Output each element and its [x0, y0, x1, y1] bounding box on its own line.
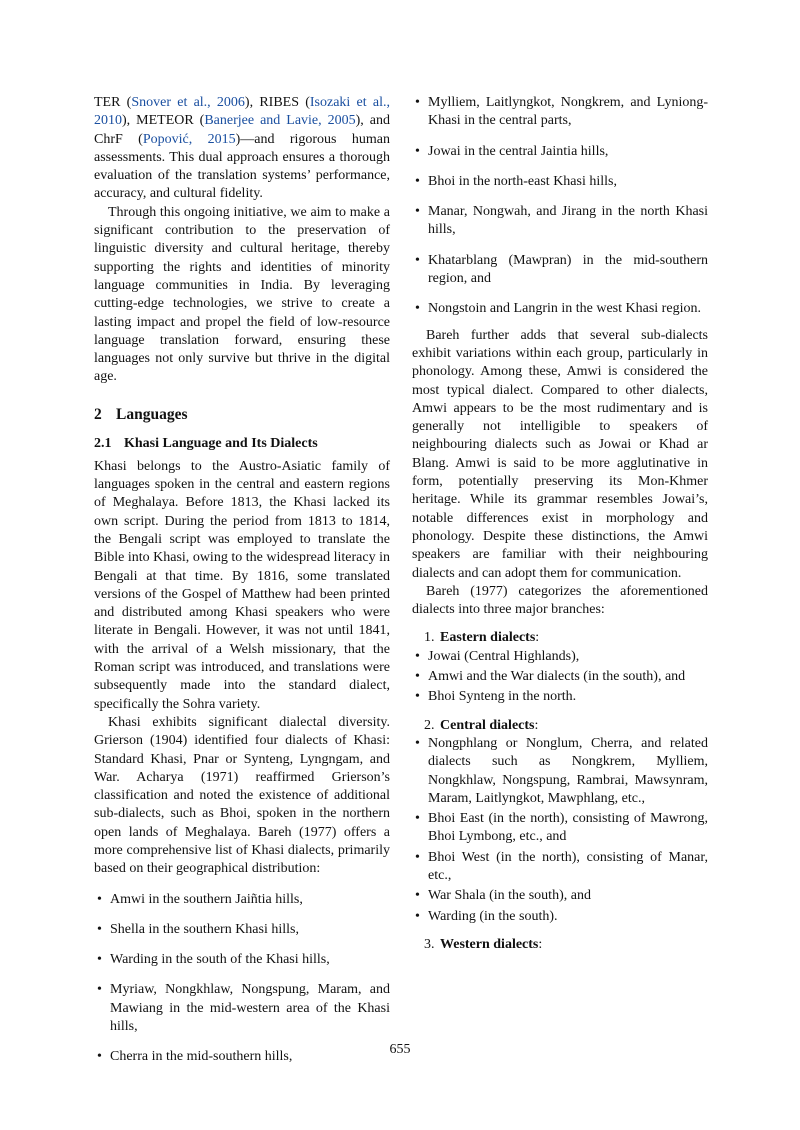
- list-item: • Warding in the south of the Khasi hills,: [94, 951, 390, 969]
- paragraph-branches-intro: Bareh (1977) categorizes the aforementioned dialects into three major branches:: [412, 583, 708, 618]
- intro-paragraph-evaluation: [94, 94, 390, 204]
- list-item: • Mylliem, Laitlyngkot, Nongkrem, and Lyniong-Khasi in the central parts,: [412, 94, 708, 131]
- paragraph-dialectal-diversity: Khasi exhibits significant dialectal diversity. Grierson (1904) identified four dialects of Khasi: Standard Khasi, Pnar or Synteng, Lyngngam, and War. Acharya (1971) reaffirmed Grierson’s classification and noted the existence of additional sub-dialects, such as Bhoi, spoken in the northern open lands of Meghalaya. Bareh (1977) offers a more comprehensive list of Khasi dialects, primarily based on their geographical distribution:: [94, 714, 390, 877]
- branch-sublist: [412, 735, 708, 926]
- list-item: • Shella in the southern Khasi hills,: [94, 921, 390, 939]
- text-span: ), RIBES (: [244, 95, 310, 110]
- branch-heading: 1. Eastern dialects:: [412, 629, 708, 647]
- branch-number: 3.: [424, 936, 435, 952]
- branch-number: 2.: [424, 717, 435, 733]
- dialect-branches-list: [412, 629, 708, 954]
- list-item: • Nongstoin and Langrin in the west Khasi region.: [412, 300, 708, 318]
- page-number: 655: [389, 1042, 411, 1057]
- list-item: • Amwi and the War dialects (in the south), and: [412, 668, 708, 686]
- branch-name: Eastern dialects: [440, 630, 536, 646]
- text-span: )—and rigorous human assessments. This dual approach ensures a thorough evaluation of the translation systems’ performance, accuracy, and cultural fidelity.: [94, 131, 390, 202]
- list-item: • Bhoi Synteng in the north.: [412, 688, 708, 706]
- list-item: • Myriaw, Nongkhlaw, Nongspung, Maram, and Mawiang in the mid-western area of the Khasi hills,: [94, 981, 390, 1036]
- list-item: • Bhoi East (in the north), consisting of Mawrong, Bhoi Lymbong, etc., and: [412, 810, 708, 847]
- citation-link-isozaki[interactable]: Isozaki et al., 2010: [94, 95, 390, 129]
- list-item: • Warding (in the south).: [412, 908, 708, 926]
- list-item: • Amwi in the southern Jaiñtia hills,: [94, 891, 390, 909]
- paragraph-khasi-history: Khasi belongs to the Austro-Asiatic family of languages spoken in the central and eastern regions of Meghalaya. Before 1813, the Khasi lacked its own script. During the period from 1813 to 1814, the Bengali script was employed to translate the Bible into Khasi, owing to the widespread literacy in Bengali at that time. By 1816, some translated versions of the Gospel of Matthew had been printed and distributed among Khasi speakers who were literate in Bengali. However, it was not until 1841, with the arrival of a Welsh missionary, that the Roman script was introduced, and translations were subsequently made into the standard dialect, specifically the Sohra variety.: [94, 458, 390, 712]
- intro-paragraph-initiative: Through this ongoing initiative, we aim to make a significant contribution to the preservation of linguistic diversity and cultural heritage, thereby supporting the rights and identities of minority language communities in India. By leveraging cutting-edge technologies, we strive to create a lasting impact and propel the field of low-resource language translation forward, ensuring these languages not only survive but thrive in the digital age.: [94, 204, 390, 385]
- branch-number: 1.: [424, 630, 435, 646]
- list-item: • Manar, Nongwah, and Jirang in the north Khasi hills,: [412, 203, 708, 240]
- subsection-title: Khasi Language and Its Dialects: [124, 435, 318, 451]
- paragraph-subdialects: Bareh further adds that several sub-dialects exhibit variations within each group, particularly in phonology. Among these, Amwi is considered the most typical dialect. Compared to other dialects, Amwi appears to be the most rudimentary and is generally not intelligible to speakers of neighbouring dialects such as Jowai or Khad ar Blang. Amwi is said to be more agglutinative in form, potentially preserving its Mon-Khmer heritage. While its grammar resembles Jowai’s, notable differences exist in morphology and phonology. Despite these distinctions, the Amwi speakers are familiar with their neighbouring dialects and can adopt them for communication.: [412, 327, 708, 581]
- list-item: • Nongphlang or Nonglum, Cherra, and related dialects such as Nongkrem, Mylliem, Nongkhlaw, Nongspung, Rambrai, Mawsynram, Maram, Laitlyngkot, Mawphlang, etc.,: [412, 735, 708, 808]
- list-item: • Cherra in the mid-southern hills,: [94, 1048, 390, 1066]
- text-span: ), and ChrF (: [94, 113, 390, 147]
- text-span: TER (: [94, 95, 132, 110]
- list-item: • Jowai in the central Jaintia hills,: [412, 143, 708, 161]
- branch-name: Western dialects: [440, 936, 539, 952]
- text-span: ), METEOR (: [122, 113, 205, 129]
- right-column: [412, 94, 708, 964]
- branch-name: Central dialects: [440, 717, 535, 733]
- list-item: • Jowai (Central Highlands),: [412, 648, 708, 666]
- section-title: Languages: [116, 405, 188, 423]
- dialect-list-right: [412, 94, 708, 319]
- citation-link-snover[interactable]: Snover et al., 2006: [131, 95, 245, 110]
- branch-item-central: [412, 717, 708, 926]
- subsection-heading-khasi: [94, 435, 390, 453]
- left-column: [94, 94, 390, 1079]
- list-item: • Bhoi West (in the north), consisting of Manar, etc.,: [412, 849, 708, 886]
- list-item: • Khatarblang (Mawpran) in the mid-southern region, and: [412, 252, 708, 289]
- branch-item-eastern: [412, 629, 708, 706]
- branch-heading: 2. Central dialects:: [412, 717, 708, 735]
- branch-sublist: [412, 648, 708, 707]
- subsection-number: 2.1: [94, 435, 112, 451]
- dialect-list-left: [94, 891, 390, 1067]
- list-item: • War Shala (in the south), and: [412, 887, 708, 905]
- branch-heading: 3. Western dialects:: [412, 936, 708, 954]
- list-item: • Bhoi in the north-east Khasi hills,: [412, 173, 708, 191]
- citation-link-popovic[interactable]: Popović, 2015: [142, 131, 236, 147]
- section-number: 2: [94, 405, 102, 423]
- section-heading-languages: [94, 405, 390, 425]
- citation-link-banerjee[interactable]: Banerjee and Lavie, 2005: [204, 113, 356, 129]
- branch-item-western: [412, 936, 708, 954]
